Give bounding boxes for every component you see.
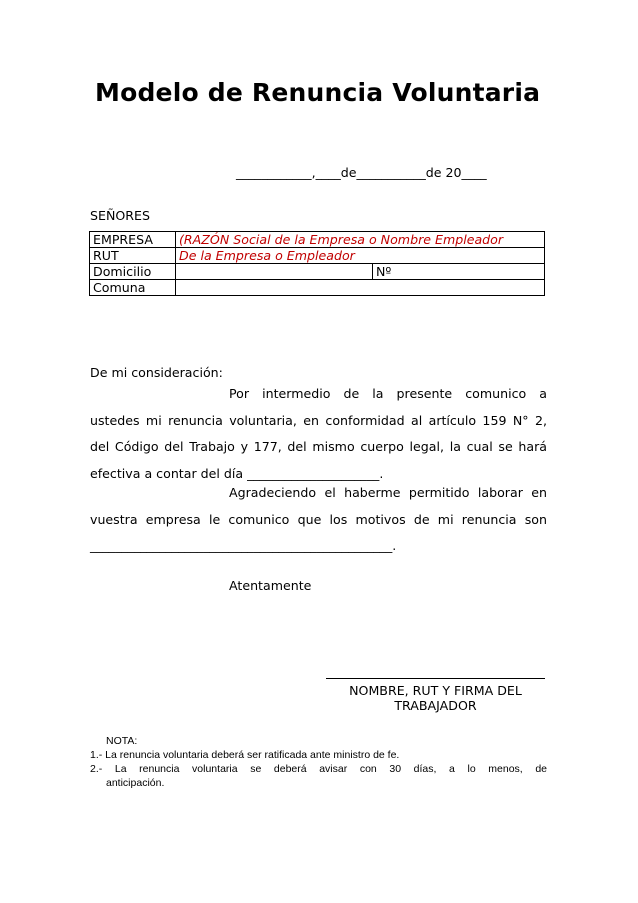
- document-title: Modelo de Renuncia Voluntaria: [95, 78, 541, 107]
- signature-line: [326, 668, 545, 679]
- note-item-2-line-2: anticipación.: [106, 777, 165, 789]
- rut-label: RUT: [90, 248, 176, 264]
- paragraph-1-line-1: Por intermedio de la presente comunico a: [229, 386, 547, 401]
- table-row: [90, 264, 545, 280]
- domicilio-value: [176, 264, 373, 280]
- empresa-value: (RAZÓN Social de la Empresa o Nombre Empleador: [176, 232, 545, 248]
- paragraph-2-line-2: vuestra empresa le comunico que los motivos de mi renuncia son: [90, 511, 547, 527]
- employer-info-table: [89, 231, 545, 296]
- signature-label-2: TRABAJADOR: [394, 698, 477, 713]
- greeting: De mi consideración:: [90, 365, 223, 380]
- salutation: SEÑORES: [90, 208, 150, 223]
- paragraph-2-line-1: Agradeciendo el haberme permitido laborar en: [229, 485, 547, 500]
- domicilio-label: Domicilio: [90, 264, 176, 280]
- signature-label-1: NOMBRE, RUT Y FIRMA DEL: [349, 683, 522, 698]
- rut-value: De la Empresa o Empleador: [176, 248, 545, 264]
- paragraph-1-line-4: efectiva a contar del día _____________________.: [90, 465, 384, 481]
- note-item-2-line-1: 2.- La renuncia voluntaria se deberá avisar con 30 días, a lo menos, de: [90, 763, 547, 775]
- paragraph-2-line-3: ________________________________________________.: [90, 538, 397, 553]
- paragraph-2: [90, 480, 547, 560]
- empresa-label: EMPRESA: [90, 232, 176, 248]
- paragraph-1-line-3: del Código del Trabajo y 177, del mismo cuerpo legal, la cual se hará: [90, 439, 547, 454]
- table-row: [90, 232, 545, 248]
- table-row: [90, 248, 545, 264]
- numero-label: Nº: [373, 264, 545, 280]
- comuna-label: Comuna: [90, 280, 176, 296]
- paragraph-1-line-2: ustedes mi renuncia voluntaria, en conformidad al artículo 159 N° 2,: [90, 412, 547, 428]
- note-item-2: [90, 762, 547, 790]
- notes-title: NOTA:: [106, 735, 138, 747]
- closing: Atentamente: [229, 578, 312, 593]
- table-row: [90, 280, 545, 296]
- note-item-1: 1.- La renuncia voluntaria deberá ser ratificada ante ministro de fe.: [90, 749, 400, 761]
- paragraph-1: [90, 381, 547, 487]
- date-line: ____________,____de___________de 20____: [236, 165, 487, 180]
- comuna-value: [176, 280, 545, 296]
